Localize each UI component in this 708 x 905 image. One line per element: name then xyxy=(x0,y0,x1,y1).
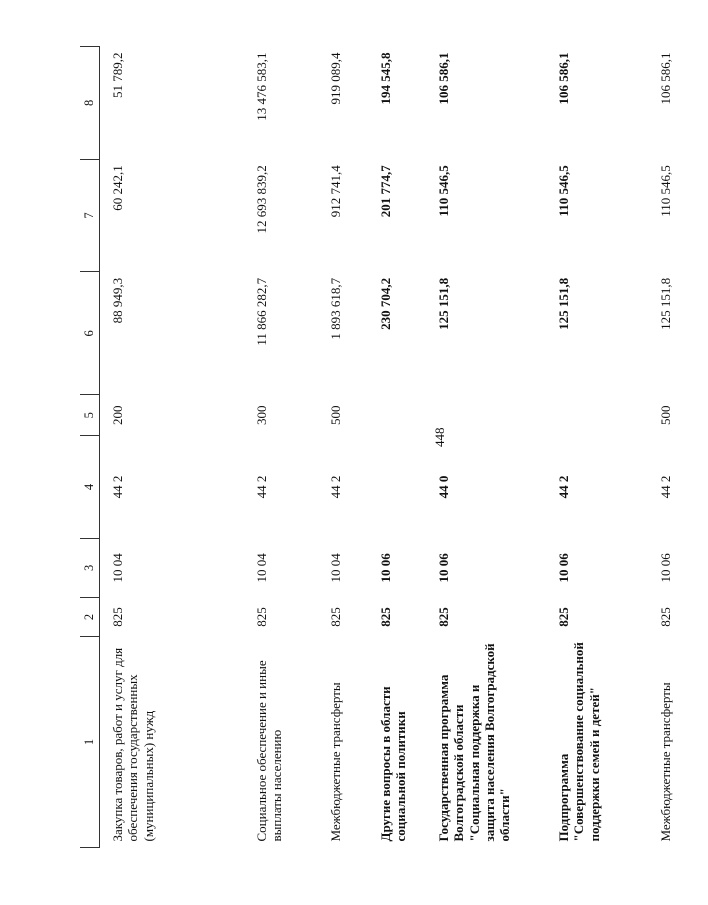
table-row xyxy=(368,47,426,848)
column-number: 5 xyxy=(80,395,100,436)
table-row xyxy=(244,47,318,848)
cell-amount-year3: 919 089,4 xyxy=(328,52,343,105)
cell-program-code: 44 2 xyxy=(254,475,269,499)
rotated-table-container xyxy=(80,46,673,848)
cell-amount-year1: 125 151,8 xyxy=(556,277,571,330)
cell-program-code: 44 2 xyxy=(110,475,125,499)
cell-section-code: 10 04 xyxy=(110,553,125,583)
cell-program-code: 44 0 xyxy=(436,475,451,499)
column-number: 7 xyxy=(80,159,100,272)
cell-amount-year1: 230 704,2 xyxy=(378,277,393,330)
cell-amount-year3: 106 586,1 xyxy=(556,52,571,105)
column-number: 4 xyxy=(80,436,100,538)
cell-ministry-code: 825 xyxy=(328,607,343,627)
cell-amount-year1: 1 893 618,7 xyxy=(328,277,343,340)
cell-amount-year2: 110 546,5 xyxy=(658,165,673,217)
table-row xyxy=(100,47,245,848)
cell-program-code: 44 2 xyxy=(556,475,571,499)
cell-amount-year2: 912 741,4 xyxy=(328,165,343,218)
cell-amount-year1: 125 151,8 xyxy=(436,277,451,330)
cell-program-code: 44 2 xyxy=(328,475,343,499)
table-header-row xyxy=(80,47,100,848)
table-row xyxy=(426,47,546,848)
table-row xyxy=(318,47,368,848)
cell-section-code: 10 06 xyxy=(556,553,571,583)
table-row xyxy=(546,47,648,848)
row-name: Закупка товаров, работ и услуг для обеспечения государственных (муниципальных) нужд xyxy=(110,647,156,842)
cell-expense-type: 300 xyxy=(254,405,269,426)
cell-amount-year3: 106 586,1 xyxy=(436,52,451,105)
cell-amount-year3: 13 476 583,1 xyxy=(254,52,269,121)
cell-amount-year3: 194 545,8 xyxy=(378,52,393,105)
row-name: Государственная программа Волгоградской области "Социальная поддержка и защита населения Волгоградской области" xyxy=(436,643,513,842)
cell-ministry-code: 825 xyxy=(658,607,673,627)
cell-section-code: 10 04 xyxy=(328,553,343,583)
cell-program-code xyxy=(368,436,426,538)
budget-table xyxy=(80,46,708,848)
column-number: 8 xyxy=(80,47,100,160)
cell-amount-year2: 110 546,5 xyxy=(556,165,571,217)
cell-expense-type xyxy=(546,395,648,436)
cell-section-code: 10 06 xyxy=(436,553,451,583)
cell-section-code: 10 04 xyxy=(254,553,269,583)
row-name: Межбюджетные трансферты xyxy=(658,682,673,842)
cell-ministry-code: 825 xyxy=(110,607,125,627)
table-row xyxy=(648,47,708,848)
column-number: 1 xyxy=(80,637,100,848)
column-number: 2 xyxy=(80,598,100,637)
cell-expense-type: 500 xyxy=(658,405,673,426)
cell-ministry-code: 825 xyxy=(436,607,451,627)
cell-ministry-code: 825 xyxy=(378,607,393,627)
cell-amount-year3: 51 789,2 xyxy=(110,52,125,98)
cell-expense-type: 200 xyxy=(110,405,125,426)
cell-ministry-code: 825 xyxy=(254,607,269,627)
cell-amount-year2: 201 774,7 xyxy=(378,165,393,218)
cell-amount-year1: 88 949,3 xyxy=(110,277,125,324)
column-number: 3 xyxy=(80,538,100,597)
cell-program-code: 44 2 xyxy=(658,475,673,499)
cell-ministry-code: 825 xyxy=(556,607,571,627)
cell-amount-year2: 110 546,5 xyxy=(436,165,451,217)
cell-section-code: 10 06 xyxy=(658,553,673,583)
cell-amount-year1: 11 866 282,7 xyxy=(254,277,269,346)
cell-amount-year3: 106 586,1 xyxy=(658,52,673,105)
row-name: Социальное обеспечение и иные выплаты населению xyxy=(254,660,285,842)
row-name: Подпрограмма "Совершенствование социальной поддержки семей и детей" xyxy=(556,642,602,842)
cell-amount-year2: 12 693 839,2 xyxy=(254,165,269,234)
cell-amount-year2: 60 242,1 xyxy=(110,165,125,211)
cell-expense-type: 500 xyxy=(328,405,343,426)
page-number: 448 xyxy=(432,427,447,447)
cell-section-code: 10 06 xyxy=(378,553,393,583)
cell-amount-year1: 125 151,8 xyxy=(658,277,673,330)
row-name: Другие вопросы в области социальной политики xyxy=(378,686,409,842)
cell-expense-type xyxy=(426,395,546,436)
cell-expense-type xyxy=(368,395,426,436)
row-name: Межбюджетные трансферты xyxy=(328,682,343,842)
column-number: 6 xyxy=(80,272,100,395)
